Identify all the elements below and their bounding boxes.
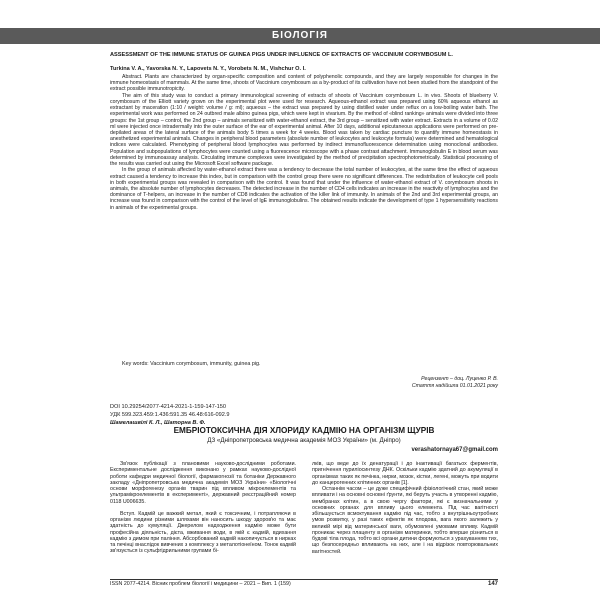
- footer-divider: [110, 579, 498, 580]
- article-authors: Шамелашвілі К. Л., Шаторна В. Ф.: [110, 420, 206, 426]
- english-abstract-title: ASSESSMENT OF THE IMMUNE STATUS OF GUINEA PIGS UNDER INFLUENCE OF EXTRACTS OF VACCINIUM CORYMBOSUM L.: [110, 52, 453, 58]
- article-right-column: [312, 461, 498, 555]
- article-paragraph: Останнім часом – це дуже специфічний фізіологічний стан, який може впливати і на основні основні ґрунти, які беруть участь в утворенні кадмію, мембранах клітин, а в свою чергу фактори, які є визначальними у основних органах для впливу цього елемента. Під час вагітності збільшується всмоктування кадмію під час, тобто з внутрішньоутробних умов розвитку, у разі таких ефектів як плодова, вага якого залежить у великій мірі від материнської ваги, обумовлені умовами впливу. Кадмій проникає через плаценту в організм материнки, тобто вперше різниться в будові тіла плода, тобто всі органи дитини формуються з урахуванням тих, що безпосередньо впливають на них, але і на відрізок повторювальних вагітностей.: [312, 486, 498, 555]
- footer-page-number: 147: [487, 581, 498, 587]
- article-left-column: [110, 461, 296, 555]
- article-paragraph: Зв'язок публікації з плановими науково-дослідними роботами. Експериментальне дослідження виконано у рамках науково-дослідної роботи кафедри медичної біології, фармакогнозії та ботаніки Державного закладу «Дніпропетровська медична академія МОЗ України» «Біологічні основи морфогенезу органів тварин під впливом мікроелементів та ультрамікроелементів в експерименті», державний реєстраційний номер 0118 U006635.: [110, 461, 296, 505]
- section-header-title: БІОЛОГІЯ: [272, 30, 328, 41]
- article-affiliation: ДЗ «Дніпропетровська медична академія МОЗ України» (м. Дніпро): [207, 437, 401, 444]
- received-date-line: Стаття надійшла 01.01.2021 року: [411, 383, 498, 389]
- english-abstract-authors: Turkina V. A., Yavorska N. Y., Lapovets N. Y., Vorobets N. M., Vishchur O. I.: [110, 66, 306, 72]
- article-email: verashatornaya67@gmail.com: [411, 447, 498, 453]
- english-abstract-body: [110, 74, 498, 211]
- article-paragraph: лків, що веде до їх денатурації і до інактивації багатьох ферментів, пригнічення пуриліосинтезу ДНК. Оскільки кадмію здатний до акумуляції в організмах таких як печінка, нирки, мозок, кістки, легені, можуть при водити до канцерогенних клітинних органів [1].: [312, 461, 498, 486]
- reviewer-line: Рецензент – доц. Луценко Р. В.: [421, 376, 498, 382]
- abstract-paragraph: Abstract. Plants are characterized by organ-specific composition and content of polyphenolic compounds, and they are largely responsible for changes in the immune homeostasis of mammals. At the same time, shoots of Vaccinium corymbosum as a by-product of its cultivation have not been studied from the standpoint of the extract possible immunotropicity.: [110, 74, 498, 93]
- article-udk: УДК 599.323.459:1.436:591.35 46.48:616-092.9: [110, 412, 230, 418]
- article-doi: DOI 10.29254/2077-4214-2021-1-159-147-150: [110, 404, 227, 410]
- article-paragraph: Вступ. Кадмій це важкий метал, який є токсичним, і потрапляючи в організм людини різними шляхами він наносить шкоду здоров'ю та має здатність до кумуляції. Джерелом надходження кадмію може бути професійна діяльність, дієта, вживання води, в якій є кадмій, вдихання кадмію з димом при паління. Абсорбований кадмій накопичується в нирках та печінці внаслідок вивчених з комплексу з металотіонеїном. Тонок кадмій зв'язується із сульфгідрильними групами бі-: [110, 510, 296, 555]
- footer-journal-info: ISSN 2077-4214. Вісник проблем біології і медицини – 2021 – Вип. 1 (159): [110, 581, 291, 587]
- article-title: ЕМБРІОТОКСИЧНА ДІЯ ХЛОРИДУ КАДМІЮ НА ОРГАНІЗМ ЩУРІВ: [173, 426, 435, 435]
- abstract-paragraph: In the group of animals affected by water-ethanol extract there was a tendency to decrease the total number of leukocytes, at the same time the effect of aqueous extract caused a tendency to increase this index, but in comparison with the control group there were no significant differences. The redistribution of leukocyte cell pools in both experimental groups was revealed in comparison with the control. It was found that under the influence of water-ethanol extract of V. corymbosum shoots in animals, the absolute number of lymphocytes decreases. The detected increase in the number of CD4 cells indicates an increase in the reactivity of lymphocytes and the dominance of T-helpers, an increase in the number of CD8 indicates the activation of the killer link of immunity. In animals of the 2nd and 3rd experimental groups, an increase was found in comparison with the control of the level of IgE immunoglobulins. The obtained results indicate the development of type 1 hypersensitivity reactions in animals of the experimental groups.: [110, 167, 498, 211]
- english-keywords: Key words: Vaccinium corymbosum, immunity, guinea pig.: [122, 361, 261, 367]
- abstract-paragraph: The aim of this study was to conduct a primary immunological screening of extracts of shoots of Vaccinium corymbosum L. in vivo. Shoots of blueberry V. corymbosum of the Elliott variety grown on the experimental plot were used for research. Aqueous-ethanol extract was prepared using 60% aqueous ethanol as extractant by maceration (1:10 / weight: volume / g: ml); aqueous – the extract was prepared by using distilled water under reflux on a low-boiling water bath. The experimental work was performed on 24 outbred male albino guinea pigs, which were kept in vivarium. By the method of «blind ranking» animals were divided into three groups: the 1st group – control, the 2nd group – animals sensitized with water-ethanol extract, the 3rd group – sensitized with water extract. Extracts in a volume of 0.02 ml were injected once intradermally into the outer surface of the ear of experimental animal. After 10 days, additional epicutaneous applications were performed on pre-depilated areas of the lateral surface of the animals body 5 times a week for 4 weeks. Blood was taken by cardiac puncture to quantify immune homeostasis in anesthetized experimental animals. Changes in peripheral blood parameters (absolute number of leukocytes and leukocyte formula) were determined and hematological indices were calculated. Phenotyping of peripheral blood lymphocytes was performed by indirect immunofluorescence determination using monoclonal antibodies. Population and subpopulations of lymphocytes were counted using a fluorescence microscope with a phase contrast attachment. Immunoglobulin E in blood serum was determined by immunoassay analysis. Circulating immune complexes were investigated by the method of precipitation spectrophotometrically. Statistical processing of the results was carried out using the Microsoft Excel software package.: [110, 92, 498, 168]
